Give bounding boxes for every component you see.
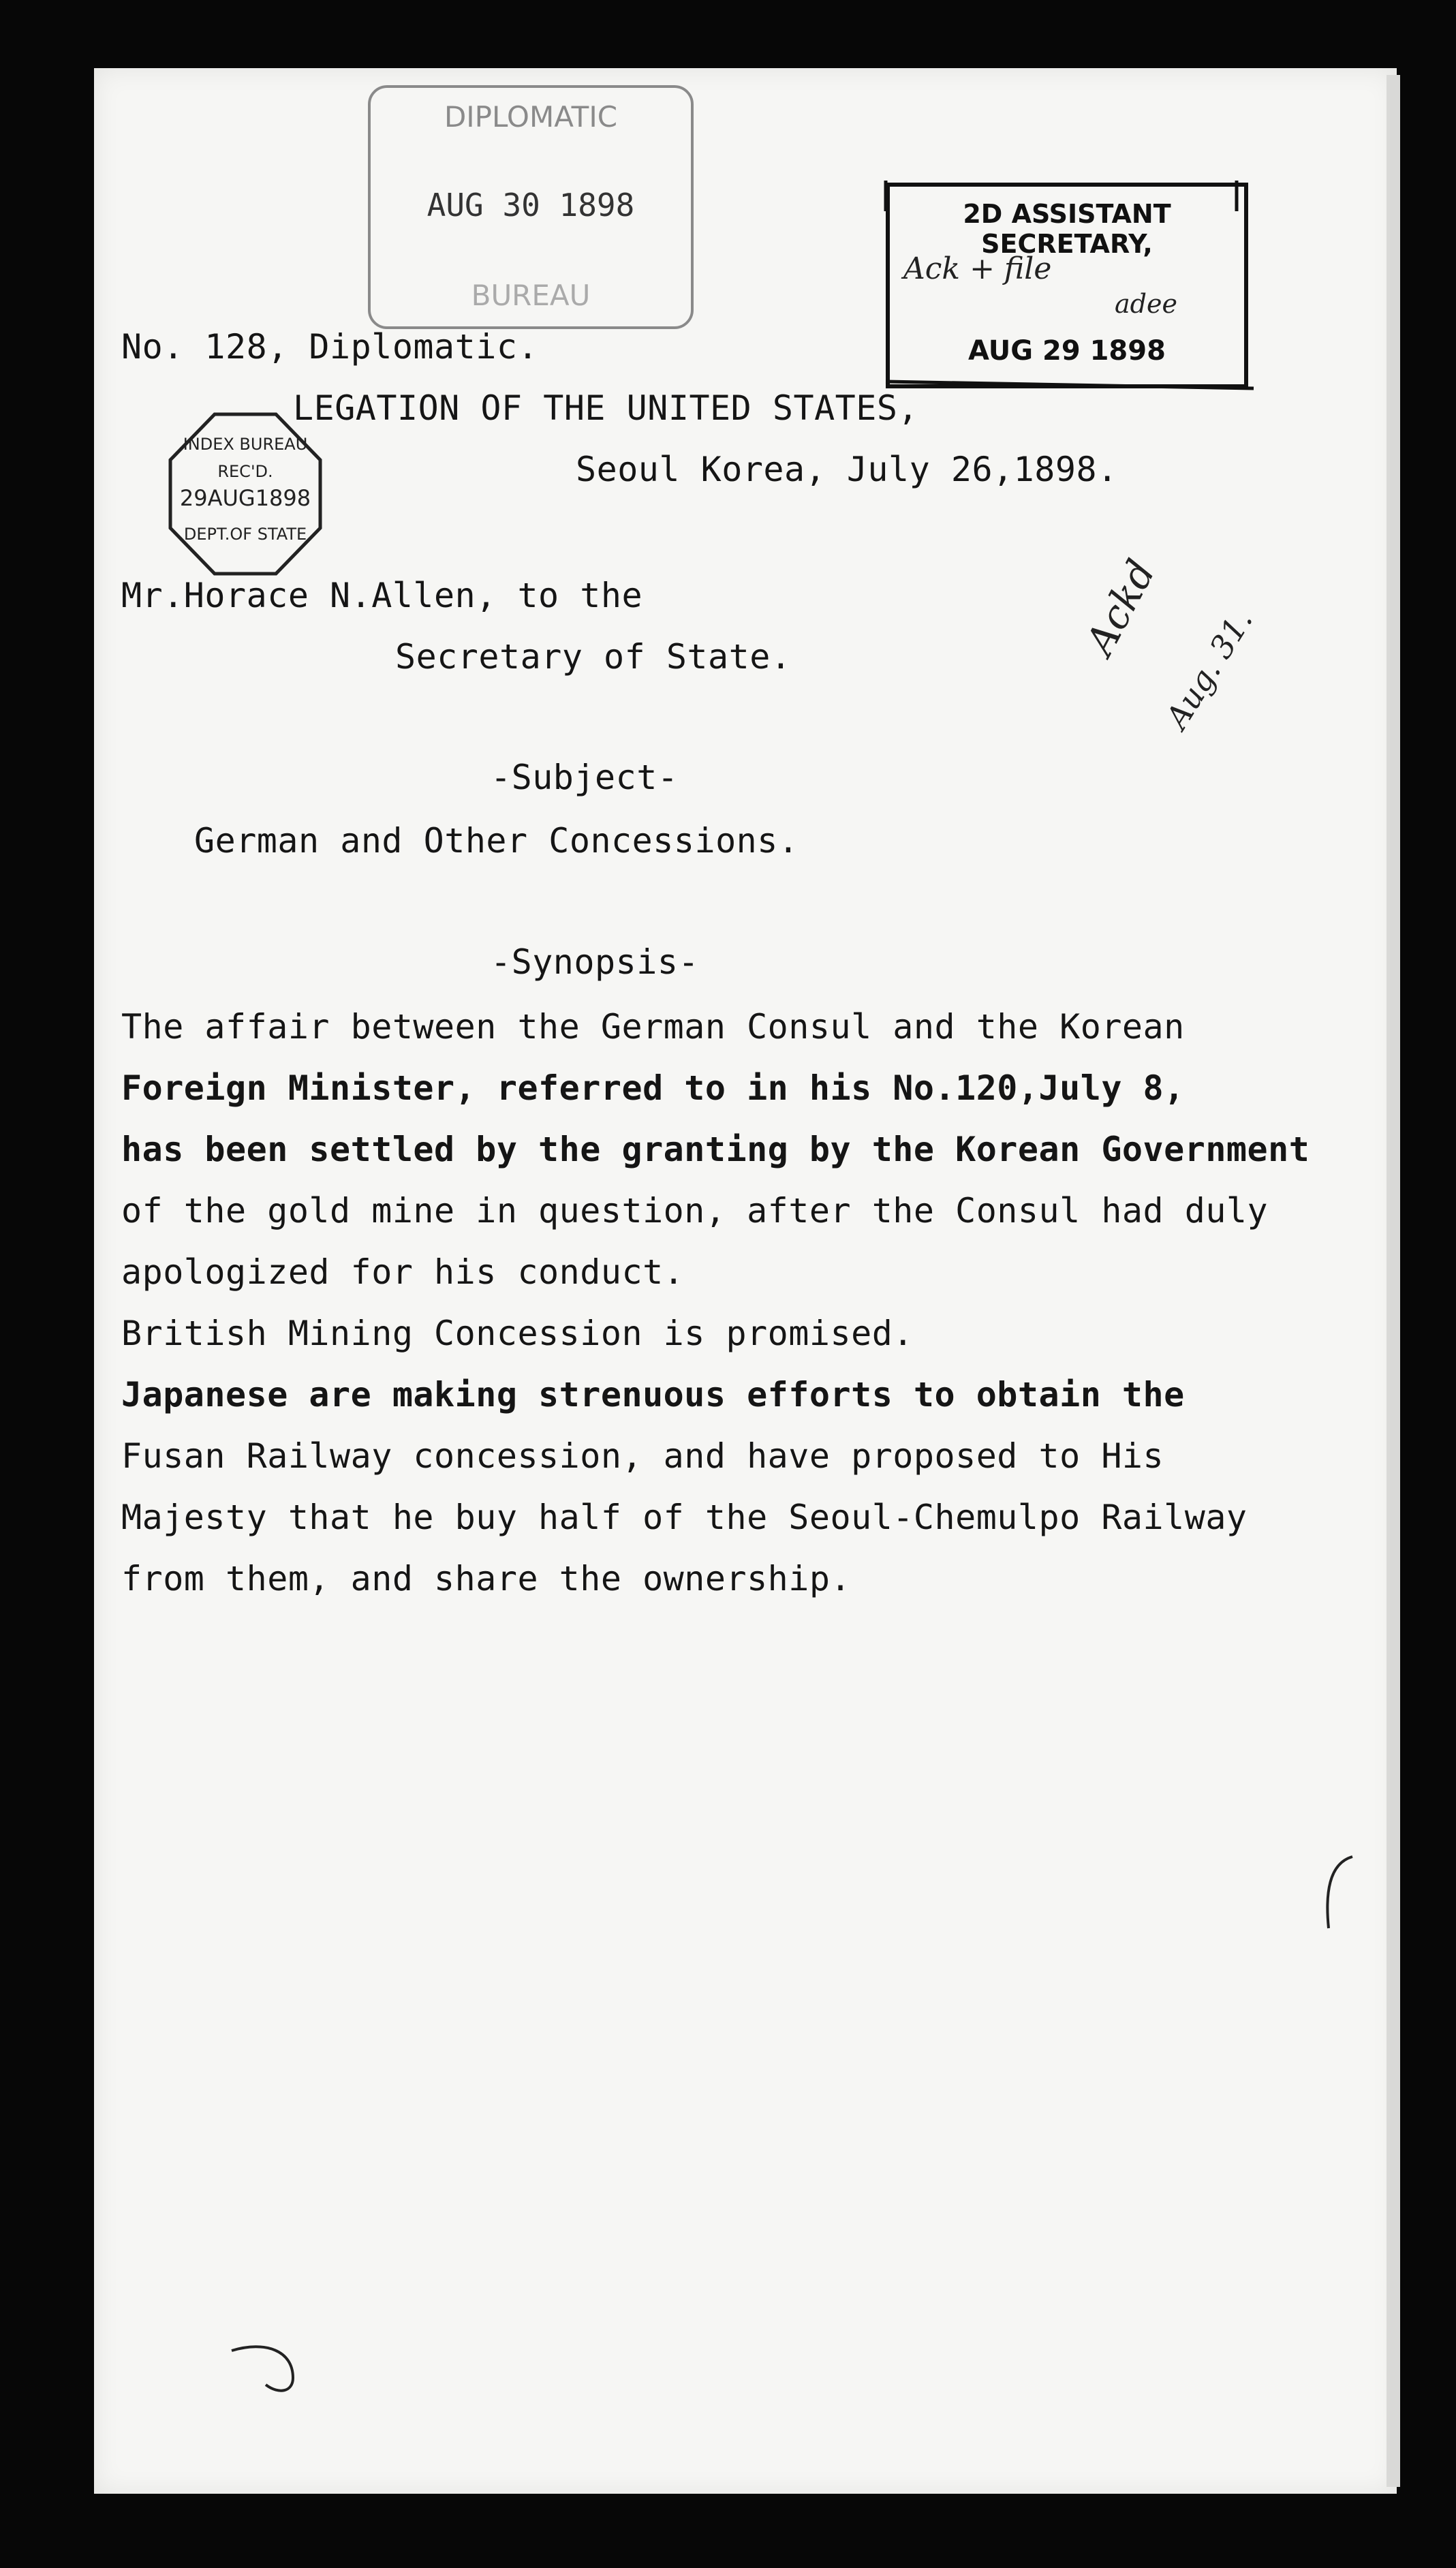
synopsis-line: Foreign Minister, referred to in his No.120,July 8, — [121, 1068, 1185, 1108]
synopsis-line: Fusan Railway concession, and have proposed to His — [121, 1436, 1164, 1476]
place-and-date: Seoul Korea, July 26,1898. — [576, 450, 1118, 489]
secretary-stamp-title: 2D ASSISTANT SECRETARY, — [963, 199, 1171, 259]
bottom-ink-mark — [225, 2337, 307, 2398]
synopsis-line: The affair between the German Consul and the Korean — [121, 1007, 1185, 1047]
index-stamp-received: REC'D. — [217, 462, 273, 481]
synopsis-line: Japanese are making strenuous efforts to obtain the — [121, 1375, 1185, 1414]
stamp-received-date: AUG 30 1898 — [427, 187, 635, 223]
secretary-stamp-date: AUG 29 1898 — [968, 335, 1166, 367]
despatch-number: No. 128, Diplomatic. — [121, 327, 539, 367]
index-stamp-date: 29AUG1898 — [179, 485, 311, 511]
synopsis-line: has been settled by the granting by the Korean Government — [121, 1130, 1310, 1169]
synopsis-label: -Synopsis- — [491, 942, 700, 982]
handwritten-ack-file: Ack + file — [903, 251, 1052, 286]
page-edge — [1387, 75, 1400, 2487]
recipient-line: Secretary of State. — [395, 637, 792, 677]
annotation-date: Aug. 31. — [1158, 602, 1260, 735]
index-stamp-department: DEPT.OF STATE — [183, 525, 307, 544]
margin-mark — [1322, 1853, 1363, 1935]
subject-text: German and Other Concessions. — [194, 821, 799, 861]
stamp-bureau-name: DIPLOMATIC — [444, 100, 618, 134]
synopsis-line: of the gold mine in question, after the Consul had duly — [121, 1191, 1269, 1231]
synopsis-line: Majesty that he buy half of the Seoul-Chemulpo Railway — [121, 1498, 1248, 1537]
stamp-bracket-lines — [872, 170, 1267, 395]
index-stamp-title: INDEX BUREAU — [183, 435, 308, 454]
synopsis-line: British Mining Concession is promised. — [121, 1314, 914, 1353]
synopsis-line: apologized for his conduct. — [121, 1252, 685, 1292]
handwritten-acknowledgement — [1076, 552, 1281, 743]
legation-heading: LEGATION OF THE UNITED STATES, — [293, 388, 919, 428]
stamp-bureau-word: BUREAU — [471, 279, 591, 312]
annotation-ackd: Ackd — [1076, 552, 1164, 662]
subject-label: -Subject- — [491, 758, 679, 797]
index-bureau-stamp — [164, 409, 327, 579]
diplomatic-bureau-stamp — [368, 85, 694, 329]
handwritten-initials: adee — [1115, 289, 1177, 319]
sender-line: Mr.Horace N.Allen, to the — [121, 576, 643, 615]
synopsis-line: from them, and share the ownership. — [121, 1559, 852, 1598]
